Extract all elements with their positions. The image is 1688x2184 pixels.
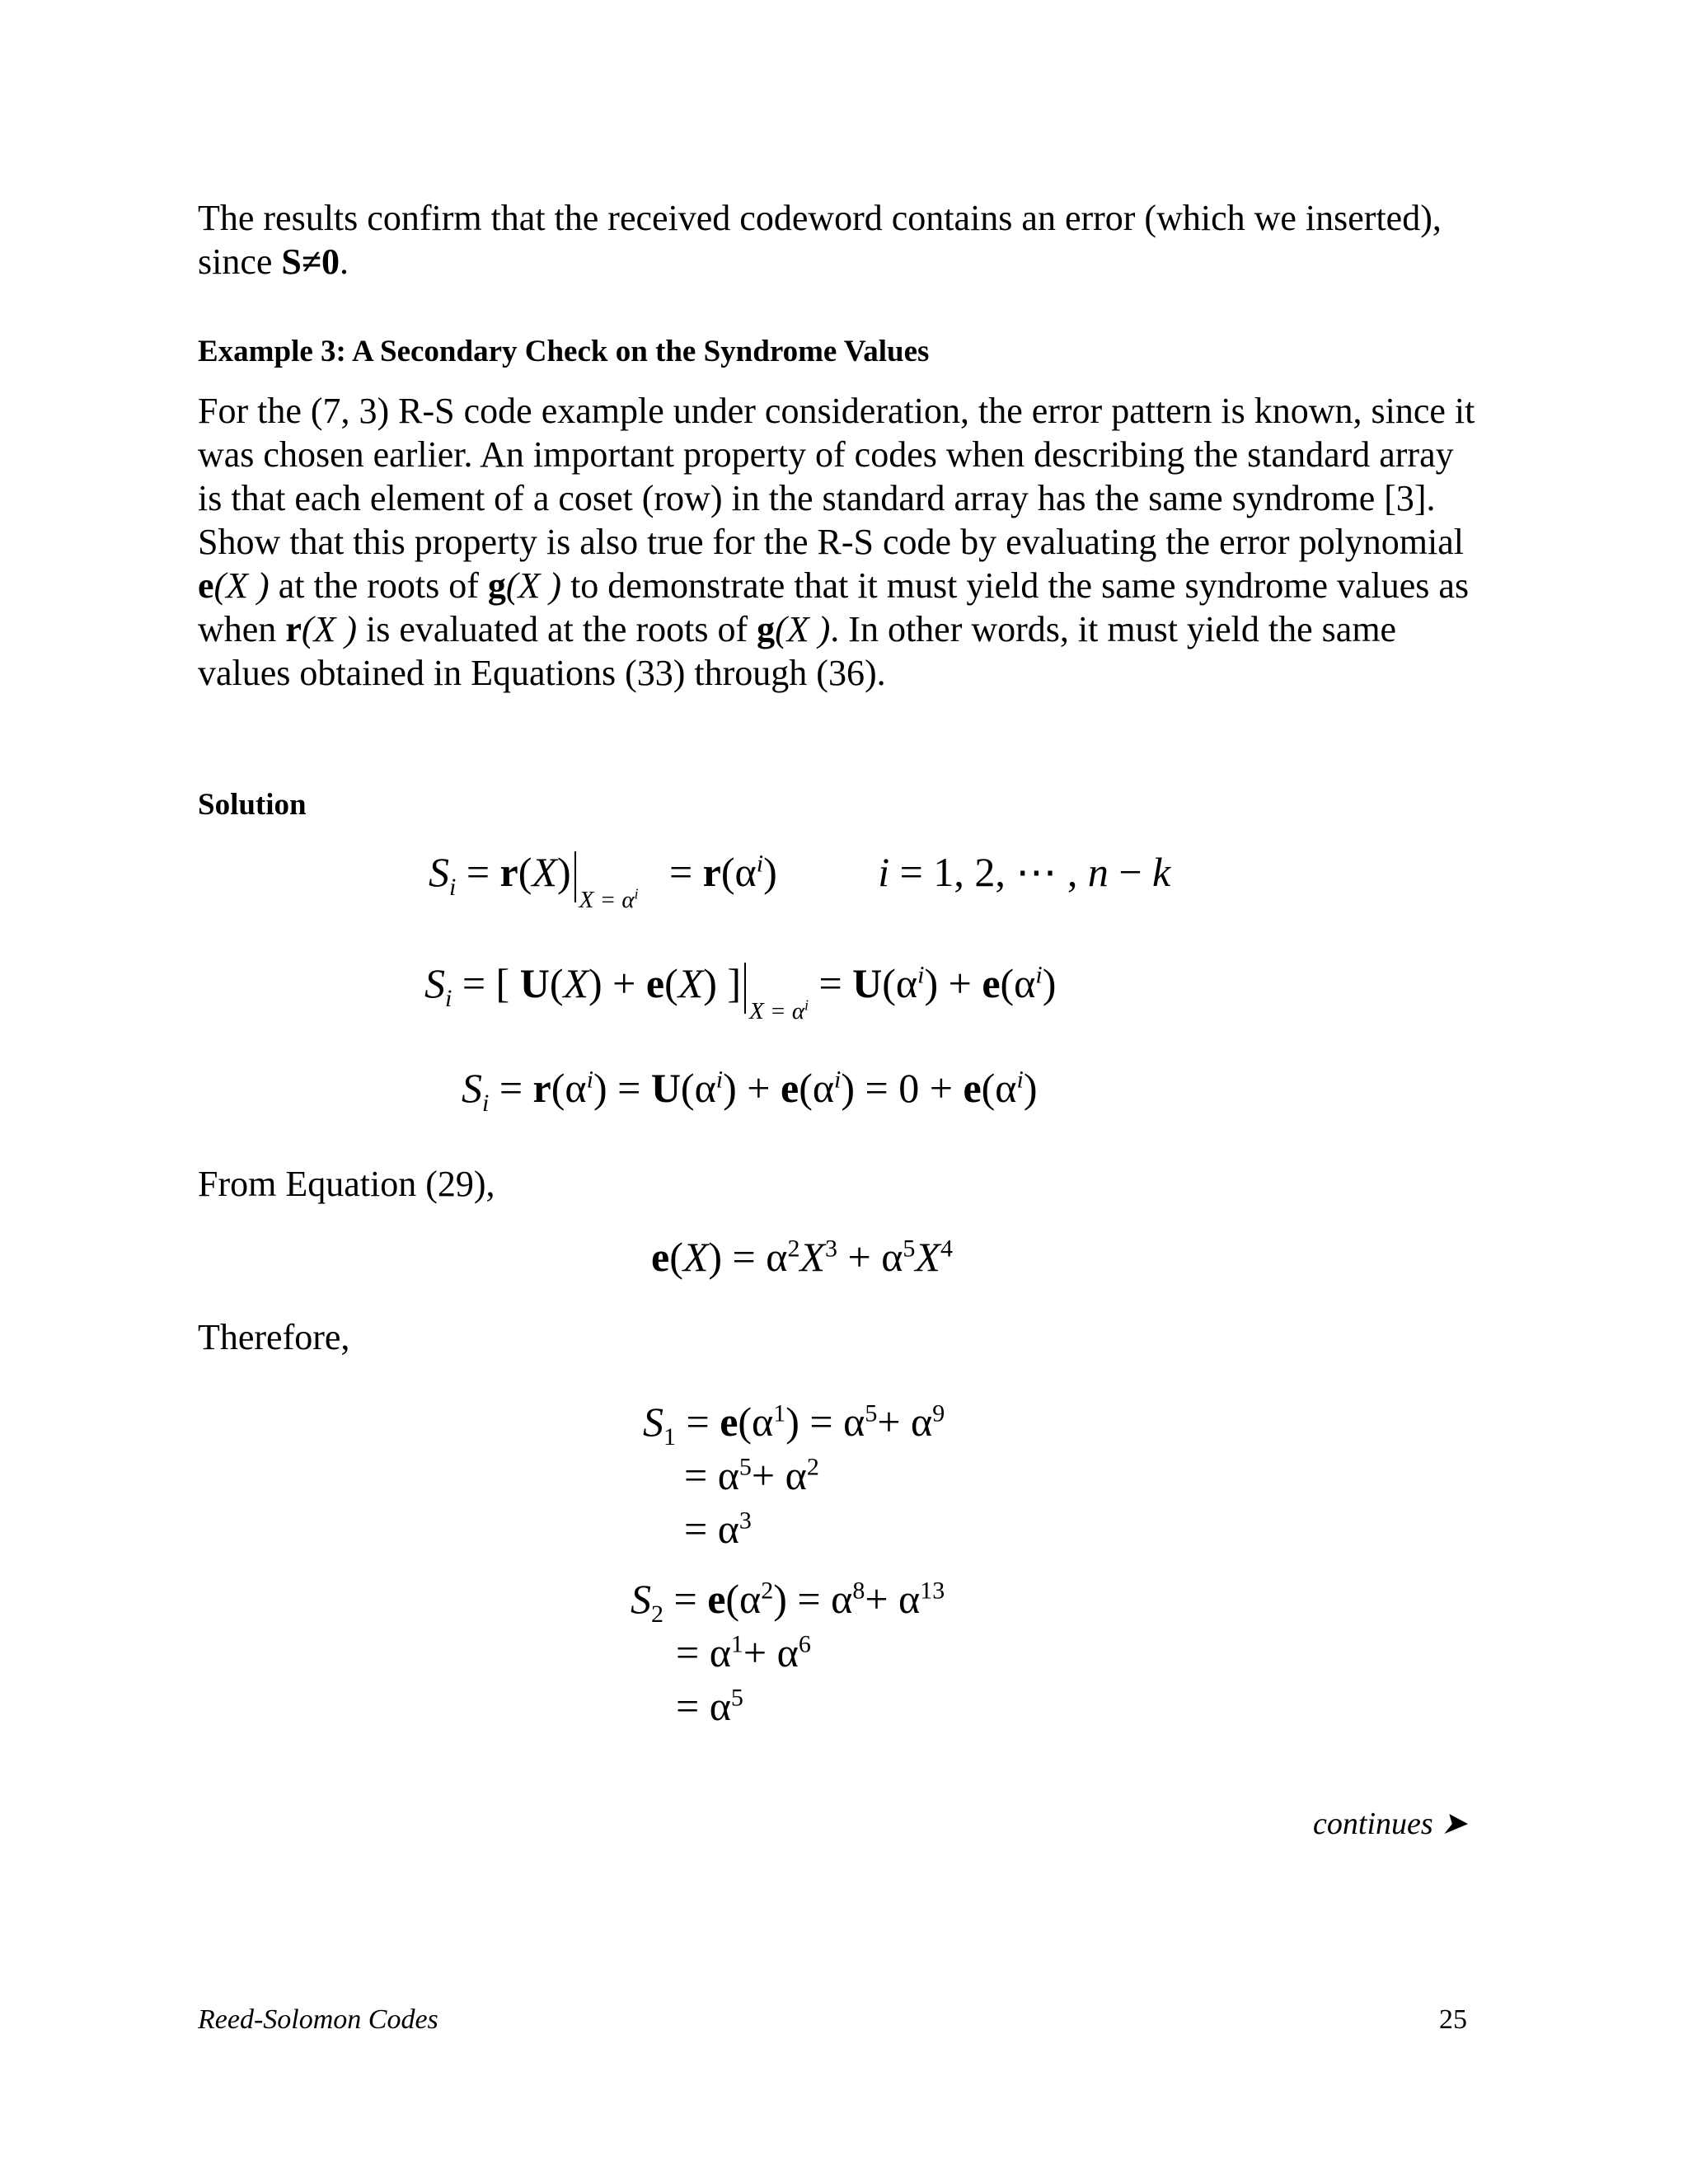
- solution-heading: Solution: [198, 788, 307, 822]
- equation-s2: $S_2 = e(\alpha^2) = \alpha^8+ \alpha^{13}$: [631, 1576, 945, 1628]
- equation-syndrome-result: $S_i = r(\alpha^i) = U(\alpha^i) + e(\alpha^i) = 0 + e(\alpha^i)$: [462, 1065, 1038, 1117]
- syndrome-nonzero: S≠0: [281, 241, 340, 282]
- equation-error-polynomial: $e(X) = \alpha^2X^3 + \alpha^5X^4$: [651, 1234, 953, 1280]
- r-poly-symbol: r: [285, 609, 302, 649]
- equation-s2-step3: = $\alpha^5$: [676, 1683, 743, 1729]
- example-paragraph: For the (7, 3) R-S code example under consideration, the error pattern is known, since it was chosen earlier. An important property of codes when describing the standard array is that each element of a coset (row) in the standard array has the same syndrome [3]. Show that this property is also true for the R-S code by evaluating the error polynomial e(X ) at the roots of g(X ) to demonstrate that it must yield the same syndrome values as when r(X ) is evaluated at the roots of g(X ). In other words, it must yield the same values obtained in Equations (33) through (36).: [198, 391, 1475, 693]
- intro-text: The results confirm that the received codeword contains an error (which we inserted), since: [198, 198, 1442, 282]
- equation-s2-step2: = $\alpha^1+ \alpha^6$: [676, 1629, 811, 1675]
- equation-s1: $S_1 = e(\alpha^1) = \alpha^5+ \alpha^9$: [643, 1399, 945, 1451]
- g-poly-symbol: g: [487, 565, 506, 606]
- intro-paragraph: [198, 196, 1484, 284]
- equation-s1-step2: = $\alpha^5+ \alpha^2$: [684, 1452, 819, 1498]
- continues-indicator: continues ➤: [1313, 1807, 1467, 1841]
- equation-s1-step3: = $\alpha^3$: [684, 1506, 752, 1552]
- intro-period: .: [340, 241, 349, 282]
- equation-syndrome-expansion: $S_i$ = [ U(X) + e(X) ]$_{X = \alpha^i} = U(\alpha^i) + e(\alpha^i)$: [424, 960, 1057, 1024]
- from-equation-text: From Equation (29),: [198, 1164, 495, 1204]
- equation-syndrome-definition: $S_i = r(X)_{X = \alpha^i} = r(\alpha^i) i = 1$, 2, ⋯ , n − k: [429, 849, 1171, 913]
- footer-title: Reed-Solomon Codes: [198, 2004, 438, 2035]
- page-number: 25: [1439, 2004, 1467, 2035]
- e-poly-symbol: e: [198, 565, 214, 606]
- g-poly-symbol: g: [757, 609, 776, 649]
- example-heading: Example 3: A Secondary Check on the Syndrome Values: [198, 335, 930, 368]
- therefore-text: Therefore,: [198, 1317, 350, 1357]
